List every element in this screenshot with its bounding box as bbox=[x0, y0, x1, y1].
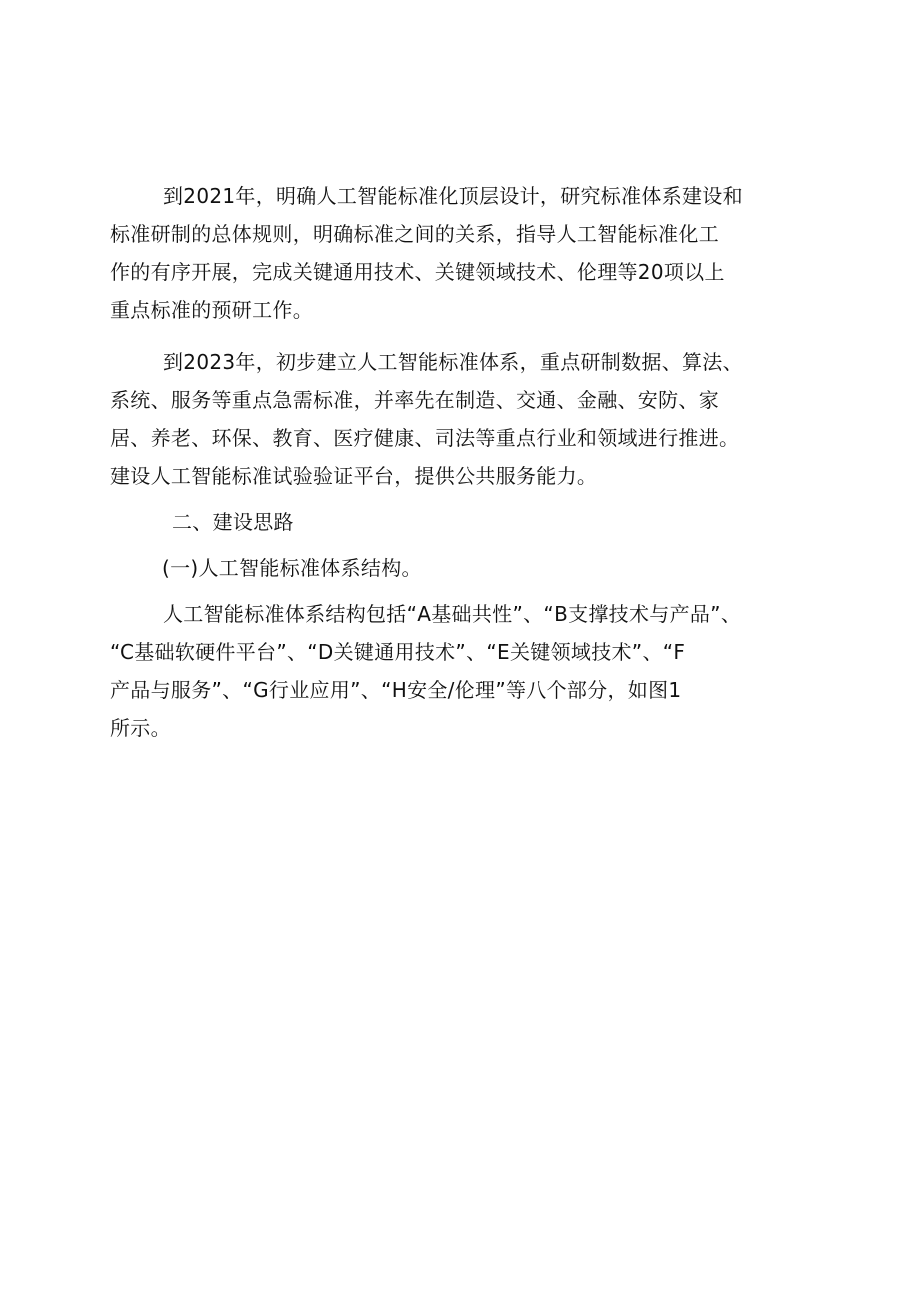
para2-line-3: 居、养老、环保、教育、医疗健康、司法等重点行业和领域进行推进。 bbox=[110, 426, 740, 450]
paragraph-spacer bbox=[110, 541, 825, 549]
para2-line-4: 建设人工智能标准试验验证平台，提供公共服务能力。 bbox=[110, 464, 598, 488]
paragraph-spacer bbox=[110, 329, 825, 343]
section-heading: 二、建设思路 bbox=[172, 510, 294, 534]
para2-line-2: 系统、服务等重点急需标准，并率先在制造、交通、金融、安防、家 bbox=[110, 388, 719, 412]
paragraph-spacer bbox=[110, 587, 825, 595]
paragraph-spacer bbox=[110, 495, 825, 503]
para3-line-2: “C基础软硬件平台”、“D关键通用技术”、“E关键领域技术”、“F bbox=[110, 640, 686, 664]
para3-line-1: 人工智能标准体系结构包括“A基础共性”、“B支撑技术与产品”、 bbox=[163, 602, 742, 626]
para1-line-2: 标准研制的总体规则，明确标准之间的关系，指导人工智能标准化工 bbox=[110, 222, 719, 246]
para1-line-1: 到2021年，明确人工智能标准化顶层设计，研究标准体系建设和 bbox=[163, 184, 743, 208]
para3-line-4: 所示。 bbox=[110, 716, 171, 740]
para1-line-3: 作的有序开展，完成关键通用技术、关键领域技术、伦理等20项以上 bbox=[110, 260, 725, 284]
para1-line-4: 重点标准的预研工作。 bbox=[110, 298, 313, 322]
para2-line-1: 到2023年，初步建立人工智能标准体系，重点研制数据、算法、 bbox=[163, 350, 743, 374]
document-body bbox=[110, 177, 825, 747]
para3-line-3: 产品与服务”、“G行业应用”、“H安全/伦理”等八个部分，如图1 bbox=[110, 678, 682, 702]
subsection-heading: (一)人工智能标准体系结构。 bbox=[162, 556, 422, 580]
